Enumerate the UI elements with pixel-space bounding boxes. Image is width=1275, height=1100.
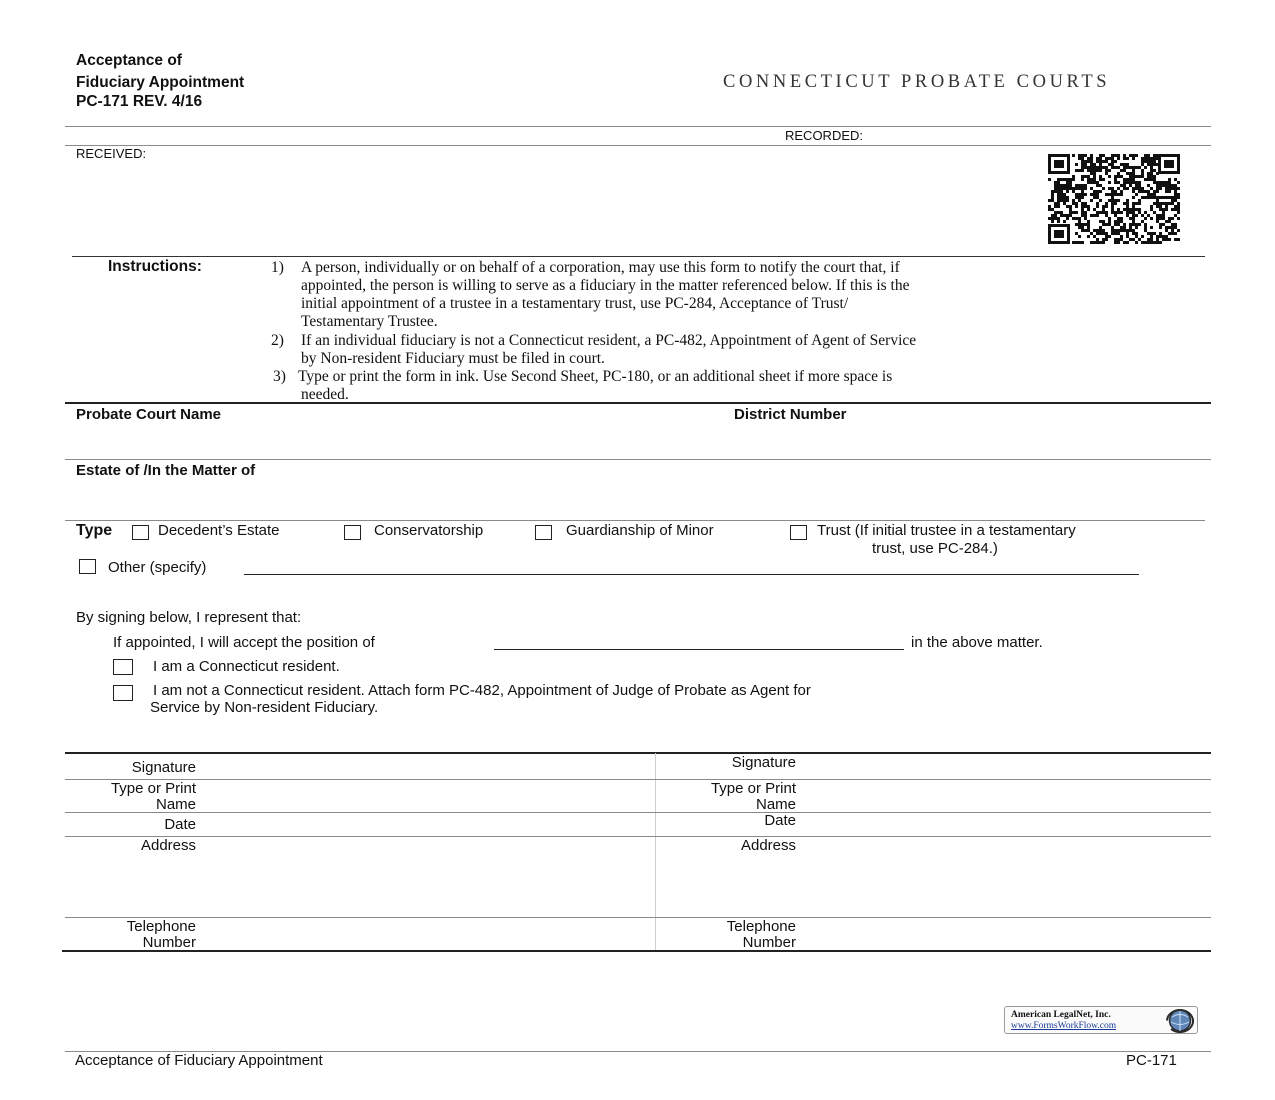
left-address-field[interactable] [205,839,645,915]
other-checkbox[interactable] [79,559,96,574]
signature-bottom-rule [62,950,1211,952]
right-address-label: Address [740,837,796,854]
instructions-rule [65,402,1211,404]
right-telephone-field[interactable] [805,920,1205,948]
non-resident-checkbox[interactable] [113,685,133,701]
vendor-url[interactable]: www.FormsWorkFlow.com [1011,1021,1117,1031]
form-title-line1: Acceptance of [76,52,182,69]
recorded-rule [65,145,1211,146]
instruction-2-line2: by Non-resident Fiduciary must be filed in court. [301,350,605,367]
globe-icon [1163,1008,1195,1033]
court-heading: CONNECTICUT PROBATE COURTS [723,72,1111,92]
right-name-field[interactable] [805,782,1205,810]
decedents-estate-label: Decedent’s Estate [158,522,280,539]
instruction-3-number: 3) [273,368,286,385]
form-title-line2: Fiduciary Appointment [76,74,245,91]
instructions-heading: Instructions: [108,258,202,275]
signature-column-divider [655,753,656,951]
left-number-label: Number [142,934,196,951]
other-specify-field[interactable] [244,574,1139,575]
type-label: Type [76,522,113,539]
other-specify-label: Other (specify) [108,559,207,576]
recorded-label: RECORDED: [785,128,864,143]
left-signature-label: Signature [131,759,196,776]
instruction-1-number: 1) [271,259,284,276]
name-rule [65,812,1211,813]
guardianship-of-minor-label: Guardianship of Minor [566,522,714,539]
left-signature-field[interactable] [205,755,645,777]
signature-top-rule [65,752,1211,754]
form-number-rev: PC-171 REV. 4/16 [76,93,203,110]
accept-position-suffix: in the above matter. [911,634,1043,651]
right-type-or-print-label: Type or Print [710,780,796,797]
instruction-3-line1: Type or print the form in ink. Use Second Sheet, PC-180, or an additional sheet if more space is [298,368,893,385]
non-resident-label-line2: Service by Non-resident Fiduciary. [150,699,379,716]
left-name-field[interactable] [205,782,645,810]
footer-form-number: PC-171 [1126,1052,1177,1069]
probate-court-name-field[interactable] [76,424,716,456]
district-number-field[interactable] [734,424,1204,456]
estate-of-field[interactable] [76,482,1196,516]
header-rule [65,126,1211,127]
vendor-name: American LegalNet, Inc. [1011,1010,1111,1020]
conservatorship-checkbox[interactable] [344,525,361,540]
estate-of-label: Estate of /In the Matter of [76,462,256,479]
vendor-logo[interactable] [1004,1006,1198,1034]
left-name-label: Name [155,796,196,813]
conservatorship-label: Conservatorship [374,522,484,539]
non-resident-label-line1: I am not a Connecticut resident. Attach form PC-482, Appointment of Judge of Probate as Agent for [153,682,811,699]
trust-label-line2: trust, use PC-284.) [872,540,998,557]
instruction-1-line4: Testamentary Trustee. [301,313,438,330]
right-date-field[interactable] [805,814,1205,834]
right-name-label: Name [755,796,796,813]
right-number-label: Number [742,934,796,951]
position-field[interactable] [494,649,904,650]
accept-position-prefix: If appointed, I will accept the position of [113,634,375,651]
estate-rule [65,520,1205,521]
instruction-1-line1: A person, individually or on behalf of a corporation, may use this form to notify the court that, if [301,259,900,276]
decedents-estate-checkbox[interactable] [132,525,149,540]
instruction-2-line1: If an individual fiduciary is not a Connecticut resident, a PC-482, Appointment of Agent of Service [301,332,917,349]
district-number-label: District Number [734,406,847,423]
right-signature-label: Signature [731,754,796,771]
left-date-field[interactable] [205,814,645,834]
left-telephone-field[interactable] [205,920,645,948]
date-rule [65,836,1211,837]
left-address-label: Address [140,837,196,854]
ct-resident-checkbox[interactable] [113,659,133,675]
right-signature-field[interactable] [805,755,1205,777]
right-telephone-label: Telephone [726,918,796,935]
instruction-1-line2: appointed, the person is willing to serve as a fiduciary in the matter referenced below. If this is the [301,277,910,294]
representation-intro: By signing below, I represent that: [76,609,302,626]
left-type-or-print-label: Type or Print [110,780,196,797]
right-date-label: Date [764,812,796,829]
right-address-field[interactable] [805,839,1205,915]
instruction-1-line3: initial appointment of a trustee in a testamentary trust, use PC-284, Acceptance of Trust/ [301,295,849,312]
probate-court-name-label: Probate Court Name [76,406,222,423]
address-rule [65,917,1211,918]
ct-resident-label: I am a Connecticut resident. [153,658,340,675]
guardianship-of-minor-checkbox[interactable] [535,525,552,540]
left-date-label: Date [164,816,196,833]
received-label: RECEIVED: [76,146,147,161]
trust-checkbox[interactable] [790,525,807,540]
received-rule [72,256,1205,257]
court-rule [65,459,1211,460]
left-telephone-label: Telephone [126,918,196,935]
footer-title: Acceptance of Fiduciary Appointment [75,1052,323,1069]
left-signature-rule [65,779,1211,780]
instruction-2-number: 2) [271,332,284,349]
qr-code-icon [1048,154,1180,244]
trust-label-line1: Trust (If initial trustee in a testamentary [817,522,1076,539]
instruction-3-line2: needed. [301,386,349,403]
